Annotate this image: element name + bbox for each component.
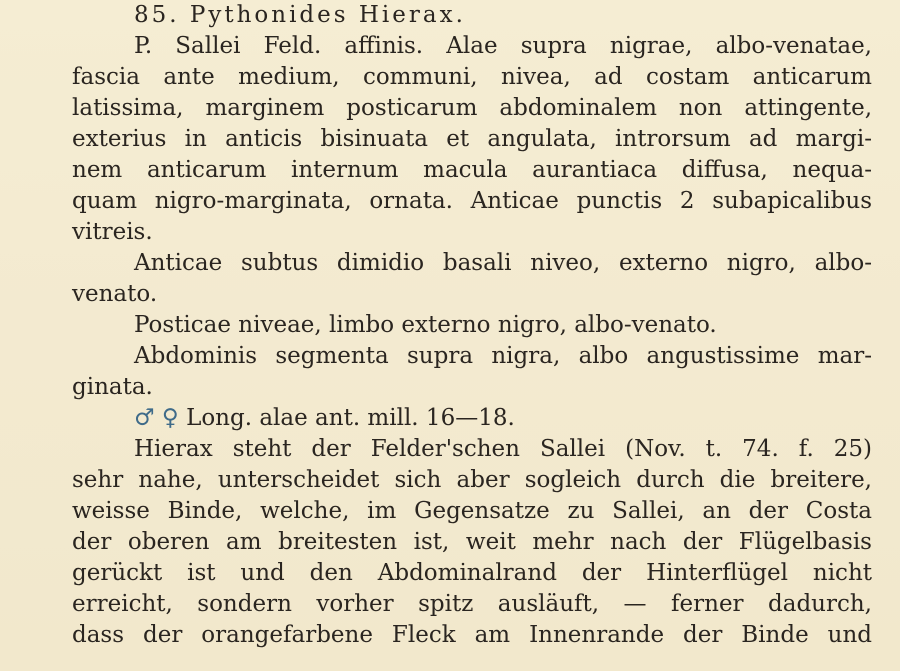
text-line-6: quam nigro-marginata, ornata. Anticae punctis 2 subapicalibus [72,188,872,214]
text-line-5: nem anticarum internum macula aurantiaca diffusa, nequa- [72,157,872,183]
measurement-line [72,403,872,434]
text-line-14: Hierax steht der Felder'schen Sallei (Nov. t. 74. f. 25) [134,436,872,462]
text-line-1: P. Sallei Feld. affinis. Alae supra nigrae, albo-venatae, [134,33,872,59]
text-line-15: sehr nahe, unterscheidet sich aber sogleich durch die breitere, [72,467,872,493]
text-line-10: Posticae niveae, limbo externo nigro, albo-venato. [134,312,717,338]
text-line-2: fascia ante medium, communi, nivea, ad costam anticarum [72,64,872,90]
text-line-16: weisse Binde, welche, im Gegensatze zu Sallei, an der Costa [72,498,872,524]
text-line-9: venato. [72,281,158,307]
text-line-7: vitreis. [72,219,153,245]
text-line-11: Abdominis segmenta supra nigra, albo angustissime mar- [134,343,872,369]
text-line-4: exterius in anticis bisinuata et angulata, introrsum ad margi- [72,126,872,152]
species-heading: 85. Pythonides Hierax. [134,2,466,28]
text-line-19: erreicht, sondern vorher spitz ausläuft, — ferner dadurch, [72,591,872,617]
text-line-3: latissima, marginem posticarum abdominalem non attingente, [72,95,872,121]
sex-symbols: ♂ ♀ [134,405,179,431]
measurement-text: Long. alae ant. mill. 16—18. [186,405,515,431]
text-line-18: gerückt ist und den Abdominalrand der Hinterflügel nicht [72,560,872,586]
text-line-8: Anticae subtus dimidio basali niveo, externo nigro, albo- [134,250,872,276]
text-line-12: ginata. [72,374,153,400]
text-line-20: dass der orangefarbene Fleck am Innenrande der Binde und [72,622,872,648]
text-line-17: der oberen am breitesten ist, weit mehr nach der Flügelbasis [72,529,872,555]
